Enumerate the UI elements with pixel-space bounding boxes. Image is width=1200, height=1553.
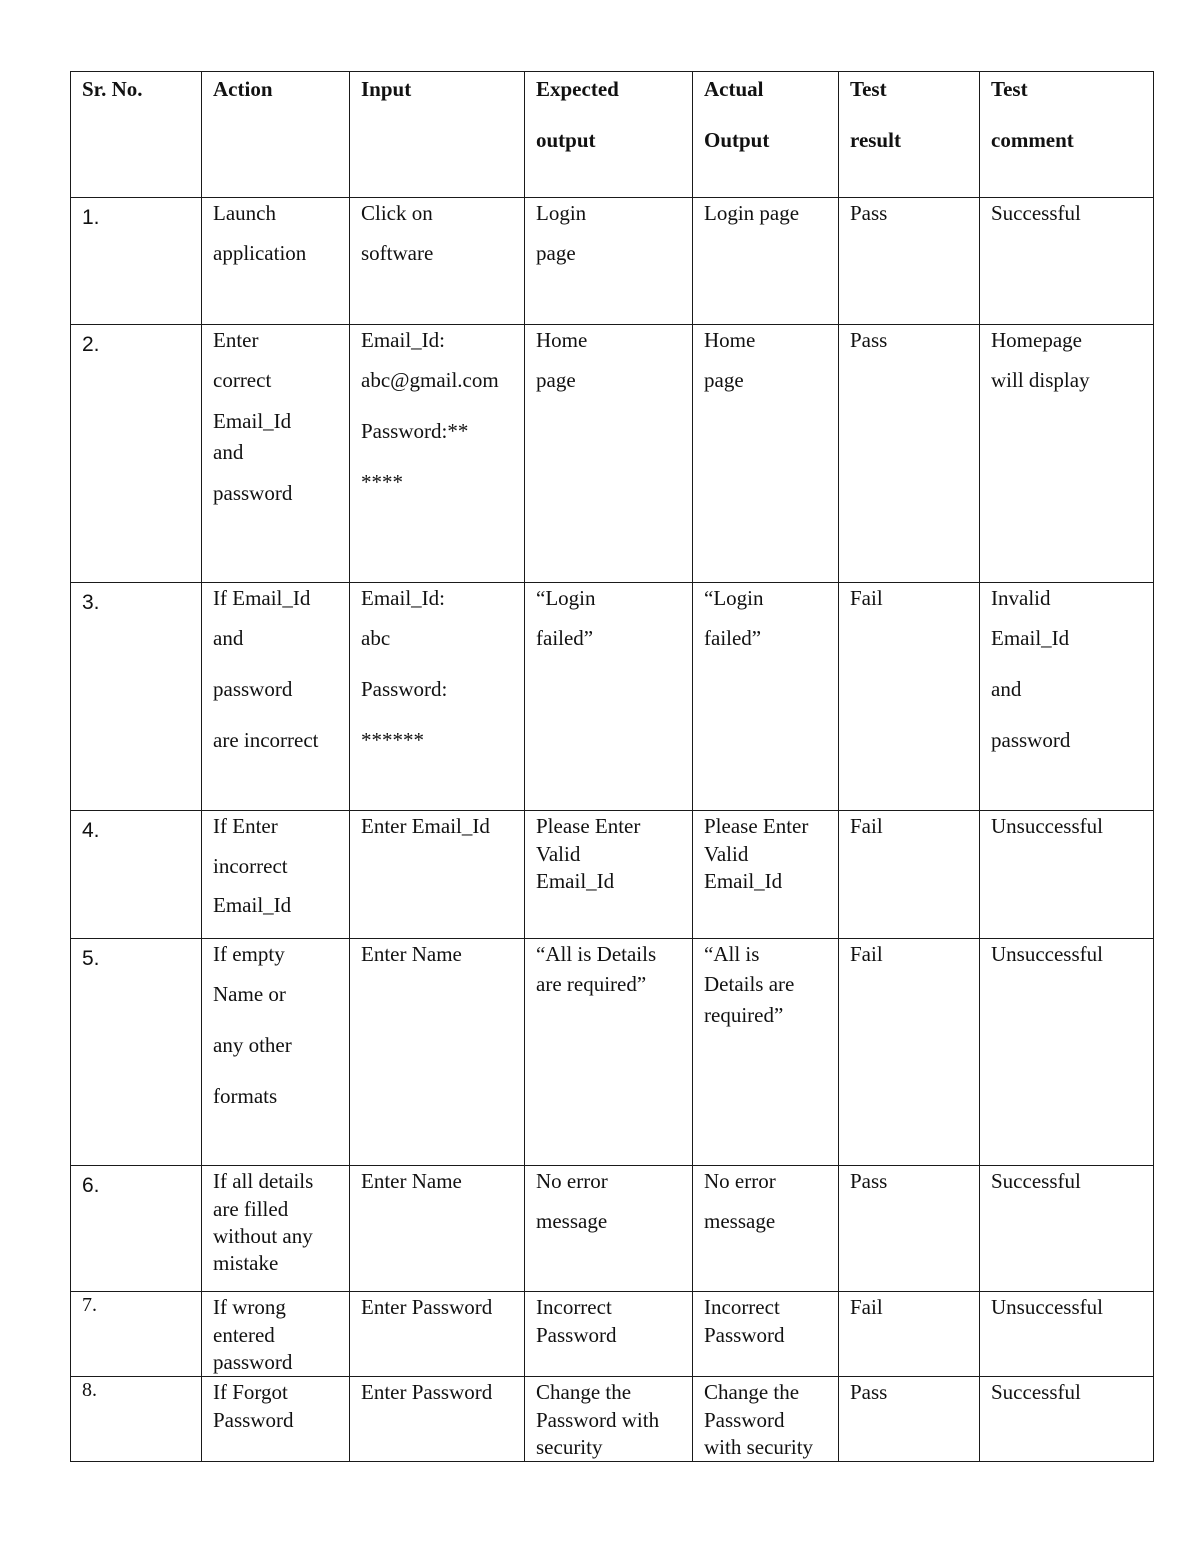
table-header-row (71, 72, 1154, 198)
table-row (71, 198, 1154, 325)
expected-output-cell (525, 198, 693, 325)
cell-line: failed” (536, 626, 594, 650)
cell-line: Home (536, 328, 588, 352)
input-cell (350, 198, 525, 325)
expected-output-cell (525, 583, 693, 811)
header-text: Sr. No. (82, 77, 143, 101)
cell-line: Email_Id (213, 409, 292, 433)
cell-line: correct (213, 368, 272, 392)
cell-line: Fail (850, 586, 883, 610)
test-comment-cell (980, 811, 1154, 939)
cell-line: security (536, 1435, 603, 1459)
cell-line: Please Enter (536, 814, 641, 838)
sr-no-cell: 1. (71, 198, 202, 325)
cell-line: Password:** (361, 419, 469, 443)
cell-line: are incorrect (213, 728, 319, 752)
cell-line: Fail (850, 942, 883, 966)
cell-line: password (213, 1350, 293, 1374)
table-row (71, 939, 1154, 1166)
cell-line: abc@gmail.com (361, 368, 499, 392)
cell-line: Login (536, 201, 587, 225)
cell-line: password (213, 677, 293, 701)
expected-output-cell (525, 1377, 693, 1462)
cell-line: Enter (213, 328, 259, 352)
cell-line: entered (213, 1323, 275, 1347)
header-test-result (839, 72, 980, 198)
actual-output-cell (693, 811, 839, 939)
sr-no-cell: 6. (71, 1166, 202, 1292)
cell-line: Unsuccessful (991, 942, 1103, 966)
cell-line: Fail (850, 1295, 883, 1319)
cell-line: Successful (991, 201, 1081, 225)
test-comment-cell (980, 939, 1154, 1166)
sr-no-cell: 4. (71, 811, 202, 939)
cell-line: Homepage (991, 328, 1082, 352)
sr-no-cell: 5. (71, 939, 202, 1166)
cell-line: “All is (704, 942, 760, 966)
header-sr-no (71, 72, 202, 198)
action-cell (202, 583, 350, 811)
action-cell (202, 325, 350, 583)
table-row (71, 325, 1154, 583)
cell-line: abc (361, 626, 391, 650)
expected-output-cell (525, 939, 693, 1166)
action-cell (202, 811, 350, 939)
header-text: output (536, 128, 596, 152)
cell-line: Name or (213, 982, 286, 1006)
cell-line: Email_Id (704, 869, 783, 893)
header-actual-output (693, 72, 839, 198)
cell-line: password (213, 481, 293, 505)
table-row (71, 1377, 1154, 1462)
cell-line: Incorrect (536, 1295, 612, 1319)
cell-line: Successful (991, 1169, 1081, 1193)
table-row (71, 811, 1154, 939)
input-cell (350, 1292, 525, 1377)
cell-line: **** (361, 470, 403, 494)
header-text: Expected (536, 77, 619, 101)
sr-no-cell: 8. (71, 1377, 202, 1462)
cell-line: Please Enter (704, 814, 809, 838)
cell-line: Launch (213, 201, 276, 225)
cell-line: formats (213, 1084, 278, 1108)
input-cell (350, 1377, 525, 1462)
cell-line: application (213, 241, 307, 265)
header-expected-output (525, 72, 693, 198)
actual-output-cell (693, 1166, 839, 1292)
table-row (71, 1292, 1154, 1377)
cell-line: Pass (850, 1380, 888, 1404)
cell-line: mistake (213, 1251, 279, 1275)
cell-line: If Forgot (213, 1380, 288, 1404)
header-test-comment (980, 72, 1154, 198)
cell-line: Email_Id (991, 626, 1070, 650)
cell-line: message (536, 1209, 608, 1233)
actual-output-cell (693, 1292, 839, 1377)
table-row (71, 583, 1154, 811)
cell-line: Password (704, 1323, 785, 1347)
cell-line: If all details (213, 1169, 314, 1193)
action-cell (202, 939, 350, 1166)
header-input (350, 72, 525, 198)
cell-line: Unsuccessful (991, 1295, 1103, 1319)
cell-line: page (536, 368, 576, 392)
test-result-cell (839, 325, 980, 583)
cell-line: Valid (704, 842, 749, 866)
cell-line: page (704, 368, 744, 392)
action-cell (202, 1377, 350, 1462)
cell-line: Unsuccessful (991, 814, 1103, 838)
test-result-cell (839, 939, 980, 1166)
cell-line: “Login (536, 586, 596, 610)
test-comment-cell (980, 1377, 1154, 1462)
header-text: Action (213, 77, 273, 101)
header-action (202, 72, 350, 198)
cell-line: Email_Id: (361, 328, 445, 352)
cell-line: No error (536, 1169, 608, 1193)
test-result-cell (839, 1292, 980, 1377)
actual-output-cell (693, 198, 839, 325)
test-result-cell (839, 1377, 980, 1462)
actual-output-cell (693, 583, 839, 811)
cell-line: Pass (850, 201, 888, 225)
cell-line: software (361, 241, 434, 265)
cell-line: Enter Name (361, 1169, 462, 1193)
cell-line: Home (704, 328, 756, 352)
test-case-table (70, 71, 1154, 1462)
cell-line: “All is Details (536, 942, 657, 966)
expected-output-cell (525, 325, 693, 583)
cell-line: without any (213, 1224, 313, 1248)
cell-line: any other (213, 1033, 292, 1057)
cell-line: with security (704, 1435, 814, 1459)
cell-line: required” (704, 1003, 784, 1027)
cell-line: incorrect (213, 854, 288, 878)
test-comment-cell (980, 583, 1154, 811)
cell-line: are required” (536, 972, 647, 996)
cell-line: Email_Id (213, 893, 292, 917)
header-text: comment (991, 128, 1074, 152)
cell-line: Invalid (991, 586, 1051, 610)
sr-no-cell: 2. (71, 325, 202, 583)
test-result-cell (839, 1166, 980, 1292)
cell-line: No error (704, 1169, 776, 1193)
test-result-cell (839, 811, 980, 939)
input-cell (350, 325, 525, 583)
expected-output-cell (525, 1166, 693, 1292)
cell-line: Fail (850, 814, 883, 838)
cell-line: message (704, 1209, 776, 1233)
cell-line: Successful (991, 1380, 1081, 1404)
cell-line: Pass (850, 1169, 888, 1193)
cell-line: Enter Password (361, 1295, 493, 1319)
action-cell (202, 1166, 350, 1292)
cell-line: page (536, 241, 576, 265)
test-comment-cell (980, 1292, 1154, 1377)
cell-line: “Login (704, 586, 764, 610)
cell-line: If Email_Id (213, 586, 311, 610)
input-cell (350, 939, 525, 1166)
cell-line: and (213, 440, 244, 464)
test-comment-cell (980, 325, 1154, 583)
sr-no-cell: 7. (71, 1292, 202, 1377)
cell-line: will display (991, 368, 1090, 392)
expected-output-cell (525, 811, 693, 939)
cell-line: and (991, 677, 1022, 701)
cell-line: and (213, 626, 244, 650)
actual-output-cell (693, 1377, 839, 1462)
cell-line: Change the (536, 1380, 632, 1404)
action-cell (202, 1292, 350, 1377)
cell-line: Details are (704, 972, 795, 996)
input-cell (350, 583, 525, 811)
cell-line: Password (536, 1323, 617, 1347)
cell-line: Pass (850, 328, 888, 352)
cell-line: Incorrect (704, 1295, 780, 1319)
cell-line: Enter Email_Id (361, 814, 490, 838)
header-text: Test (991, 77, 1028, 101)
header-text: result (850, 128, 901, 152)
test-comment-cell (980, 198, 1154, 325)
header-text: Input (361, 77, 412, 101)
cell-line: Email_Id: (361, 586, 445, 610)
cell-line: are filled (213, 1197, 289, 1221)
expected-output-cell (525, 1292, 693, 1377)
actual-output-cell (693, 939, 839, 1166)
header-text: Actual (704, 77, 764, 101)
input-cell (350, 811, 525, 939)
cell-line: Valid (536, 842, 581, 866)
cell-line: Login page (704, 201, 800, 225)
cell-line: Password (704, 1408, 785, 1432)
cell-line: failed” (704, 626, 762, 650)
actual-output-cell (693, 325, 839, 583)
cell-line: Password (213, 1408, 294, 1432)
table-row (71, 1166, 1154, 1292)
cell-line: password (991, 728, 1071, 752)
header-text: Test (850, 77, 887, 101)
header-text: Output (704, 128, 770, 152)
action-cell (202, 198, 350, 325)
sr-no-cell: 3. (71, 583, 202, 811)
input-cell (350, 1166, 525, 1292)
test-result-cell (839, 198, 980, 325)
cell-line: Enter Password (361, 1380, 493, 1404)
cell-line: Password with (536, 1408, 660, 1432)
cell-line: If Enter (213, 814, 278, 838)
cell-line: Password: (361, 677, 448, 701)
cell-line: If empty (213, 942, 285, 966)
cell-line: ****** (361, 728, 424, 752)
cell-line: If wrong (213, 1295, 286, 1319)
cell-line: Email_Id (536, 869, 615, 893)
cell-line: Enter Name (361, 942, 462, 966)
cell-line: Change the (704, 1380, 800, 1404)
cell-line: Click on (361, 201, 433, 225)
test-comment-cell (980, 1166, 1154, 1292)
test-result-cell (839, 583, 980, 811)
